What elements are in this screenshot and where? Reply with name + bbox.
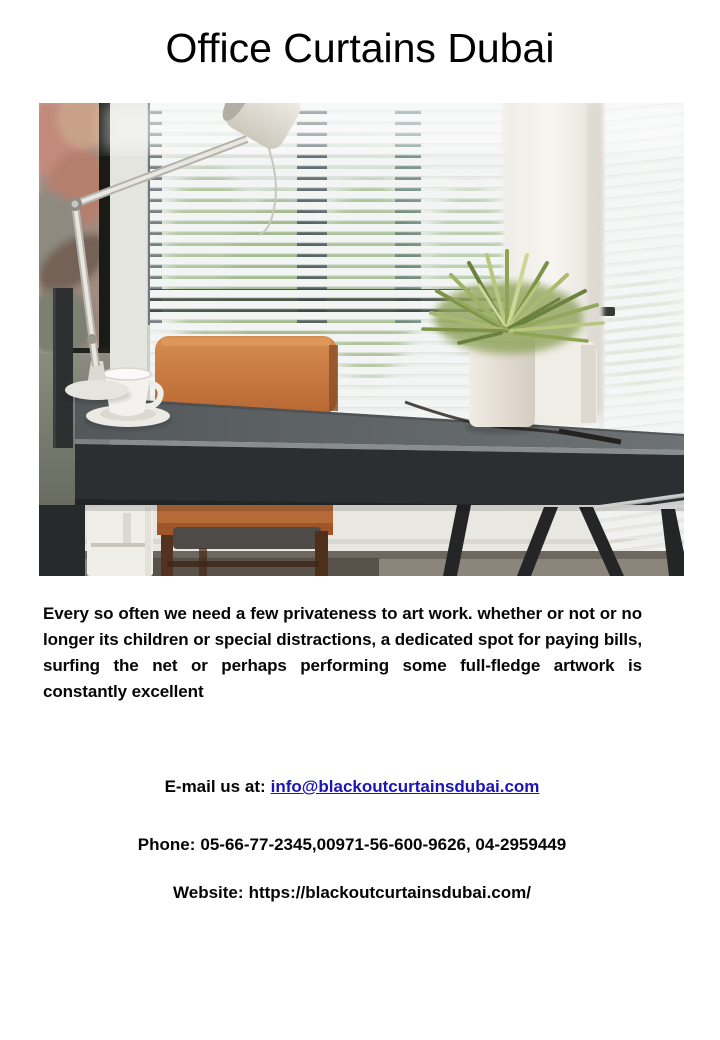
office-photo: [39, 103, 684, 576]
website-label: Website:: [173, 883, 244, 902]
page-title: Office Curtains Dubai: [165, 25, 555, 71]
email-line: [0, 776, 704, 798]
office-chair-back: [155, 336, 338, 414]
side-chair-dark: [39, 505, 85, 576]
website-line: [0, 882, 704, 904]
email-link[interactable]: info@blackoutcurtainsdubai.com: [270, 777, 540, 796]
phone-line: [0, 834, 704, 856]
email-label: E-mail us at:: [164, 777, 266, 796]
radiator: [87, 507, 153, 576]
chair-seat-and-legs: [157, 505, 333, 576]
description-paragraph: Every so often we need a few privateness to art work. whether or not or no longer its children or special distractions, a dedicated spot for paying bills, surfing the net or perhaps performing some full-fledge artwork is constantly excellent: [43, 604, 642, 701]
phone-label: Phone:: [137, 835, 196, 854]
phone-numbers: 05-66-77-2345,00971-56-600-9626, 04-2959449: [200, 835, 567, 854]
below-desk: [39, 493, 684, 576]
website-url: https://blackoutcurtainsdubai.com/: [248, 883, 531, 902]
